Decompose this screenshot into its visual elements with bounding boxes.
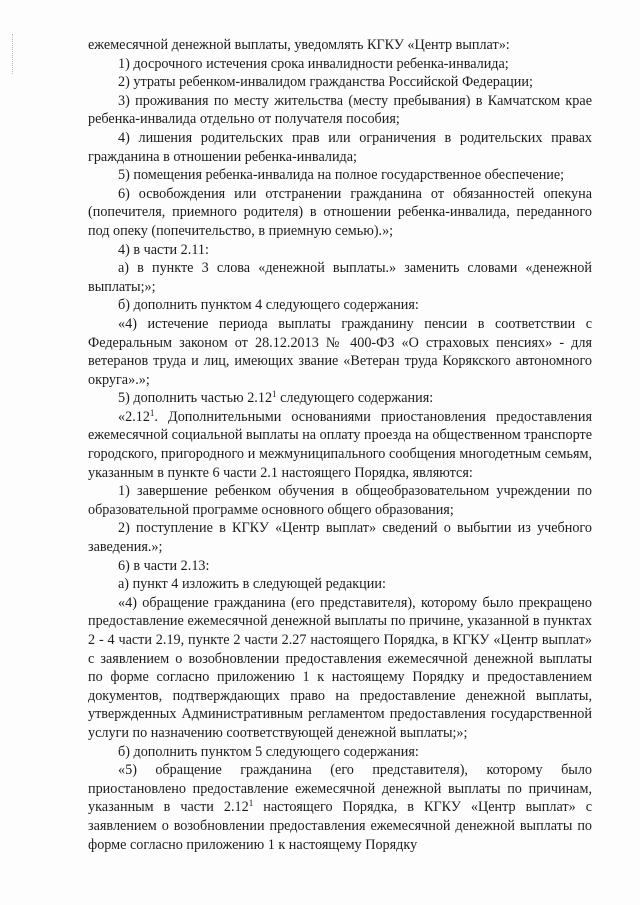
paragraph: 4) в части 2.11:: [118, 241, 209, 258]
paragraph: [88, 389, 592, 408]
scan-edge-mark: [12, 34, 16, 74]
paragraph-text: «2.12: [118, 408, 150, 425]
paragraph: б) дополнить пунктом 4 следующего содержания:: [118, 297, 419, 314]
paragraph: а) в пункте 3 слова «денежной выплаты.» заменить словами «денежной выплаты;»;: [88, 260, 592, 295]
paragraph: а) пункт 4 изложить в следующей редакции:: [118, 576, 386, 593]
paragraph: [88, 761, 592, 854]
paragraph: 4) лишения родительских прав или ограничения в родительских правах гражданина в отношении ребенка-инвалида;: [88, 129, 592, 165]
paragraph-text: настоящего Порядка, в КГКУ «Центр выплат» с заявлением о возобновлении предоставления ежемесячной денежной выплаты по форме согласно приложению 1 к настоящему Порядку: [88, 799, 592, 853]
paragraph: 6) в части 2.13:: [118, 557, 210, 574]
paragraph-text: . Дополнительными основаниями приостановления предоставления ежемесячной социальной выплаты на оплату проезда на общественном транспорте городского, пригородного и межмуниципального сообщения многодетным семьям, указанным в пункте 6 части 2.1 настоящего Порядка, являются:: [88, 408, 592, 481]
superscript: 1: [149, 407, 155, 418]
superscript: 1: [272, 389, 277, 400]
paragraph: 2) поступление в КГКУ «Центр выплат» сведений о выбытии из учебного заведения.»;: [88, 520, 592, 556]
paragraph: 5) помещения ребенка-инвалида на полное государственное обеспечение;: [118, 167, 565, 184]
paragraph: 3) проживания по месту жительства (месту пребывания) в Камчатском крае ребенка-инвалида отдельно от получателя пособия;: [88, 92, 592, 128]
paragraph-text: следующего содержания:: [276, 390, 434, 407]
paragraph: 1) завершение ребенком обучения в общеобразовательном учреждении по образовательной программе основного общего образования;: [88, 483, 592, 518]
paragraph: «4) обращение гражданина (его представителя), которому было прекращено предоставление ежемесячной денежной выплаты по причине, указанной в пунктах 2 - 4 части 2.19, пункте 2 части 2.27 настоящего Порядка, в КГКУ «Центр выплат» с заявлением о возобновлении предоставления ежемесячной денежной выплаты по форме согласно приложению 1 к настоящему Порядку и предоставлением документов, подтверждающих право на предоставление денежной выплаты, утвержденных Административным регламентом предоставления государственной услуги по назначению соответствующей денежной выплаты;»;: [88, 594, 592, 741]
paragraph: «4) истечение периода выплаты гражданину пенсии в соответствии с Федеральным законом от 28.12.2013 № 400-ФЗ «О страховых пенсиях» - для ветеранов труда и лиц, имеющих звание «Ветеран труда Корякского автономного округа».»;: [88, 315, 592, 388]
paragraph: 1) досрочного истечения срока инвалидности ребенка-инвалида;: [118, 55, 509, 72]
paragraph: б) дополнить пунктом 5 следующего содержания:: [118, 743, 419, 760]
paragraph-text: 5) дополнить частью 2.12: [118, 390, 273, 407]
paragraph: 6) освобождения или отстранении гражданина от обязанностей опекуна (попечителя, приемного родителя) в отношении ребенка-инвалида, переданного под опеку (попечительство, в приемную семью).»;: [88, 185, 592, 239]
superscript: 1: [248, 798, 254, 809]
paragraph: ежемесячной денежной выплаты, уведомлять КГКУ «Центр выплат»:: [88, 37, 510, 53]
paragraph-text: «5) обращение гражданина (его представителя), которому было приостановлено предоставление ежемесячной денежной выплаты по причинам, указанным в части 2.12: [88, 762, 592, 816]
paragraph: 2) утраты ребенком-инвалидом гражданства Российской Федерации;: [118, 74, 533, 91]
paragraph: [88, 408, 592, 482]
